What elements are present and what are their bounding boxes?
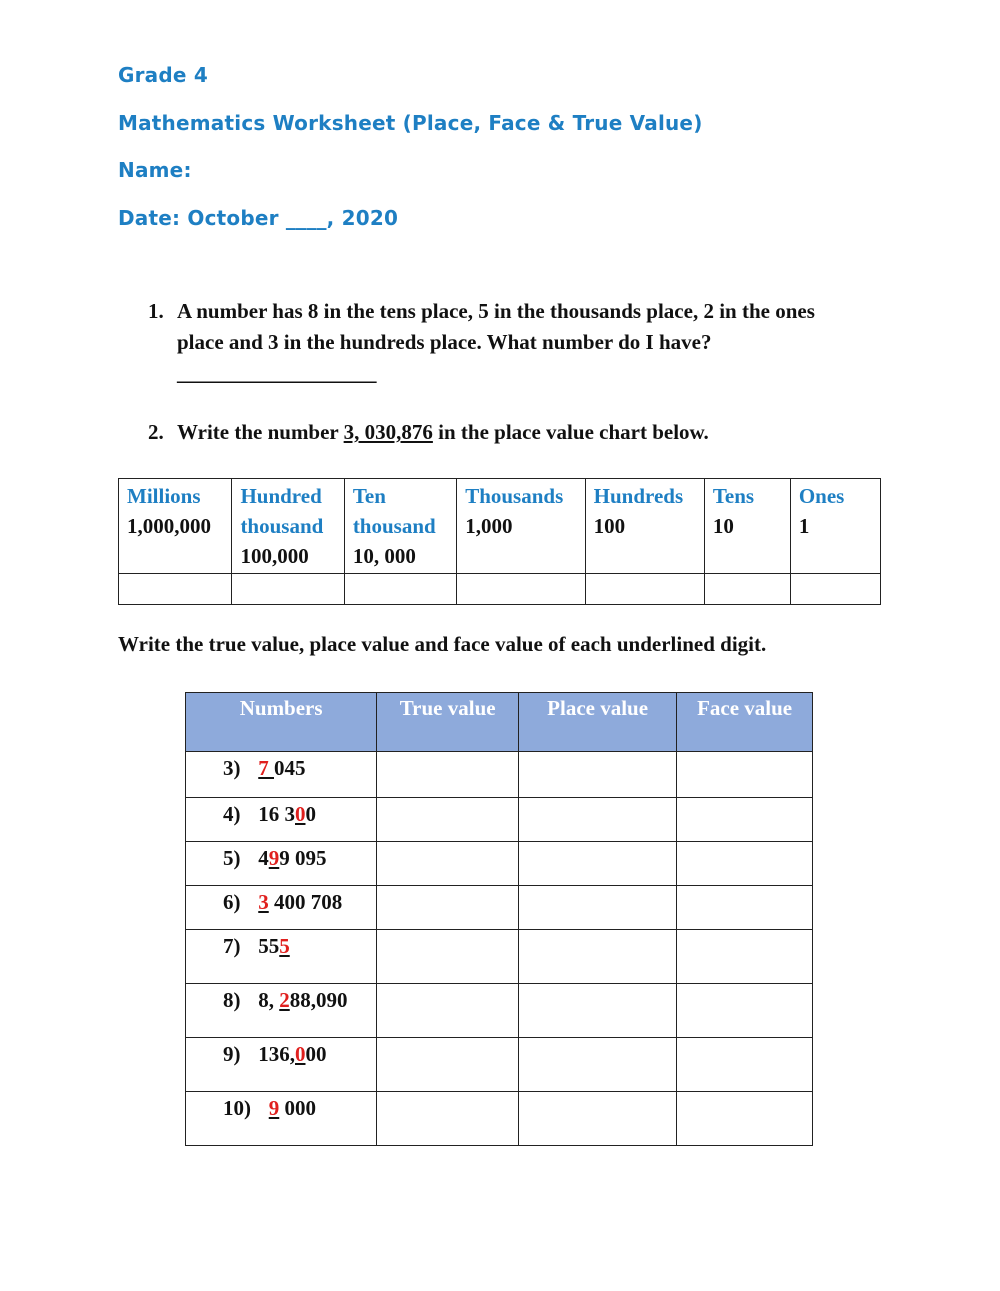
face-value-cell[interactable] (677, 1092, 813, 1146)
number-cell (186, 752, 377, 798)
place-column-header (585, 479, 704, 574)
worksheet-title: Mathematics Worksheet (Place, Face & True Value) (118, 111, 703, 135)
table-row (186, 930, 813, 984)
place-column-label: Millions (127, 484, 201, 508)
face-value-cell[interactable] (677, 752, 813, 798)
values-column-header: Face value (677, 693, 813, 752)
question-1-line-1: A number has 8 in the tens place, 5 in the thousands place, 2 in the ones (177, 299, 815, 323)
values-column-header: Place value (519, 693, 677, 752)
place-column-value: 100 (593, 514, 626, 538)
face-value-cell[interactable] (677, 984, 813, 1038)
table-row (186, 984, 813, 1038)
place-column-value: 10, 000 (352, 544, 416, 568)
face-value-cell[interactable] (677, 842, 813, 886)
number-cell (186, 930, 377, 984)
place-column-header (704, 479, 790, 574)
number-text-post: 00 (305, 1042, 327, 1066)
place-column-value: 100,000 (240, 544, 309, 568)
place-answer-cell[interactable] (457, 574, 585, 605)
place-answer-cell[interactable] (585, 574, 704, 605)
underlined-digit: 9 (268, 846, 280, 870)
place-column-label-line2: thousand (352, 514, 436, 538)
row-label: 3) (223, 756, 241, 780)
number-text-post: 9 095 (279, 846, 327, 870)
place-value-chart (118, 478, 881, 605)
place-value-cell[interactable] (519, 984, 677, 1038)
place-column-label: Ones (798, 484, 845, 508)
place-value-answer-row (119, 574, 881, 605)
true-value-cell[interactable] (377, 752, 519, 798)
row-label: 10) (223, 1096, 251, 1120)
underlined-digit: 9 (268, 1096, 280, 1120)
number-cell (186, 886, 377, 930)
number-cell (186, 1038, 377, 1092)
table-row (186, 886, 813, 930)
true-value-cell[interactable] (377, 842, 519, 886)
question-2-text-post: in the place value chart below. (432, 420, 709, 444)
question-1 (148, 296, 815, 389)
place-answer-cell[interactable] (119, 574, 232, 605)
question-2-number: 2. (148, 420, 164, 444)
place-column-label-line2: thousand (240, 514, 324, 538)
number-cell (186, 984, 377, 1038)
number-text-pre: 4 (258, 846, 269, 870)
face-value-cell[interactable] (677, 1038, 813, 1092)
number-cell (186, 1092, 377, 1146)
place-value-header-row (119, 479, 881, 574)
question-2 (148, 417, 709, 448)
place-column-header (344, 479, 456, 574)
row-label: 4) (223, 802, 241, 826)
table-row (186, 1092, 813, 1146)
number-text-pre: 16 3 (258, 802, 295, 826)
table-row (186, 1038, 813, 1092)
place-value-cell[interactable] (519, 1092, 677, 1146)
date-field-label: Date: October ____, 2020 (118, 206, 399, 230)
place-value-cell[interactable] (519, 1038, 677, 1092)
question-1-number: 1. (148, 299, 164, 323)
number-text-post: 0 (305, 802, 316, 826)
number-text-pre: 8, (258, 988, 280, 1012)
face-value-cell[interactable] (677, 798, 813, 842)
face-value-cell[interactable] (677, 930, 813, 984)
number-text-post: 045 (274, 756, 306, 780)
values-column-header: True value (377, 693, 519, 752)
place-answer-cell[interactable] (704, 574, 790, 605)
row-label: 6) (223, 890, 241, 914)
place-column-label: Ten (352, 484, 386, 508)
number-text-pre: 136, (258, 1042, 295, 1066)
place-column-header (119, 479, 232, 574)
number-text-pre: 55 (258, 934, 280, 958)
place-column-header (232, 479, 344, 574)
place-answer-cell[interactable] (790, 574, 880, 605)
question-2-text-pre: Write the number (177, 420, 344, 444)
values-table (185, 692, 813, 1146)
place-column-label: Hundreds (593, 484, 684, 508)
values-header-row (186, 693, 813, 752)
underlined-digit: 7 (258, 756, 274, 780)
values-column-header: Numbers (186, 693, 377, 752)
underlined-digit: 5 (279, 934, 290, 958)
place-value-cell[interactable] (519, 752, 677, 798)
number-text-post: 400 708 (268, 890, 343, 914)
row-label: 7) (223, 934, 241, 958)
number-cell (186, 842, 377, 886)
name-field-label: Name: (118, 158, 192, 182)
question-1-answer-line[interactable]: ___________________ (177, 361, 377, 385)
number-text-post: 000 (279, 1096, 316, 1120)
place-value-cell[interactable] (519, 886, 677, 930)
place-column-header (457, 479, 585, 574)
place-column-value: 10 (712, 514, 734, 538)
place-column-value: 1,000 (465, 514, 513, 538)
true-value-cell[interactable] (377, 930, 519, 984)
table-row (186, 842, 813, 886)
place-column-header (790, 479, 880, 574)
place-value-cell[interactable] (519, 930, 677, 984)
question-2-number-underlined: 3, 030,876 (343, 420, 433, 444)
row-label: 8) (223, 988, 241, 1012)
place-value-cell[interactable] (519, 842, 677, 886)
grade-label: Grade 4 (118, 63, 208, 87)
place-column-value: 1,000,000 (127, 514, 211, 538)
table-row (186, 752, 813, 798)
face-value-cell[interactable] (677, 886, 813, 930)
true-value-cell[interactable] (377, 984, 519, 1038)
question-1-line-2: place and 3 in the hundreds place. What number do I have? (177, 330, 712, 354)
number-text-post: 88,090 (289, 988, 348, 1012)
row-label: 9) (223, 1042, 241, 1066)
place-column-label: Hundred (240, 484, 322, 508)
true-value-cell[interactable] (377, 1038, 519, 1092)
place-answer-cell[interactable] (232, 574, 344, 605)
place-column-label: Thousands (465, 484, 564, 508)
true-value-cell[interactable] (377, 886, 519, 930)
place-column-label: Tens (712, 484, 755, 508)
underlined-digit: 3 (258, 890, 269, 914)
underlined-digit: 0 (295, 1042, 306, 1066)
underlined-digit: 2 (279, 988, 290, 1012)
instruction-text: Write the true value, place value and face value of each underlined digit. (118, 632, 767, 656)
true-value-cell[interactable] (377, 798, 519, 842)
table-row (186, 798, 813, 842)
true-value-cell[interactable] (377, 1092, 519, 1146)
number-cell (186, 798, 377, 842)
place-value-cell[interactable] (519, 798, 677, 842)
row-label: 5) (223, 846, 241, 870)
place-column-value: 1 (798, 514, 810, 538)
place-answer-cell[interactable] (344, 574, 456, 605)
underlined-digit: 0 (295, 802, 306, 826)
